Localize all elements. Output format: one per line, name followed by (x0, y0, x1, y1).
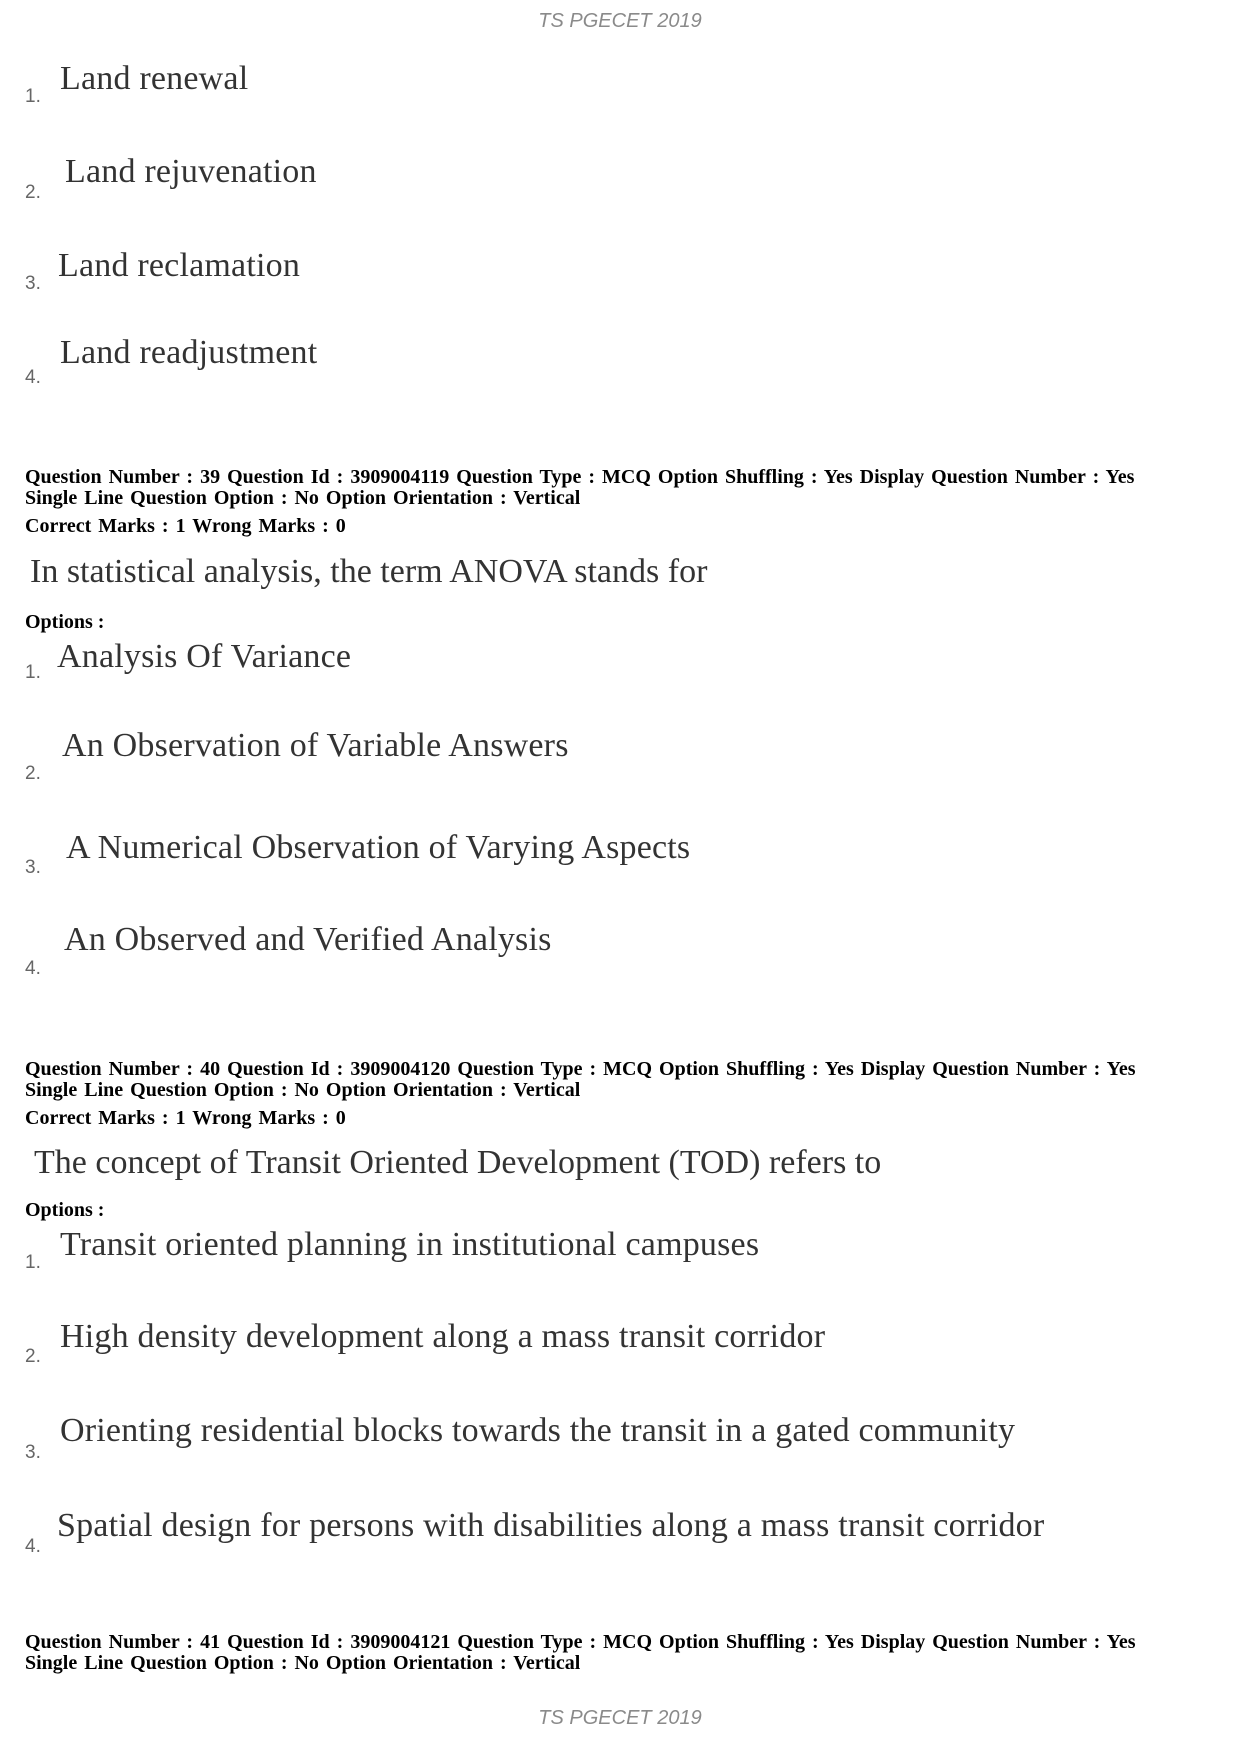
q39-option-4-text: An Observed and Verified Analysis (64, 921, 552, 958)
q39-option-1-number: 1. (25, 662, 41, 683)
page-header: TS PGECET 2019 (538, 10, 702, 32)
q40-question-text: The concept of Transit Oriented Development (TOD) refers to (34, 1144, 882, 1181)
prev-option-3-number: 3. (25, 273, 41, 294)
q40-option-4-text: Spatial design for persons with disabilities along a mass transit corridor (57, 1507, 1045, 1544)
prev-option-2-text: Land rejuvenation (65, 153, 317, 190)
q40-option-1-text: Transit oriented planning in institutional campuses (60, 1226, 760, 1263)
q39-meta-line1: Question Number : 39 Question Id : 3909004119 Question Type : MCQ Option Shuffling : Yes Display Question Number : Yes (25, 466, 1135, 488)
q39-option-2-text: An Observation of Variable Answers (62, 727, 569, 764)
q40-option-3-text: Orienting residential blocks towards the transit in a gated community (60, 1412, 1016, 1449)
q40-option-2-number: 2. (25, 1346, 41, 1367)
prev-option-3-text: Land reclamation (58, 247, 301, 284)
q40-meta-line2: Single Line Question Option : No Option Orientation : Vertical (25, 1079, 581, 1101)
q40-option-4-number: 4. (25, 1536, 41, 1557)
q40-option-2-text: High density development along a mass transit corridor (60, 1318, 826, 1355)
prev-option-4-number: 4. (25, 367, 41, 388)
prev-option-1-number: 1. (25, 86, 41, 107)
q39-option-3-text: A Numerical Observation of Varying Aspects (66, 829, 691, 866)
prev-option-4-text: Land readjustment (60, 334, 318, 371)
q39-option-1-text: Analysis Of Variance (57, 638, 352, 675)
q39-option-4-number: 4. (25, 958, 41, 979)
q40-options-label: Options : (25, 1199, 105, 1221)
q39-marks: Correct Marks : 1 Wrong Marks : 0 (25, 515, 346, 537)
q39-question-text: In statistical analysis, the term ANOVA stands for (30, 553, 708, 590)
q39-option-3-number: 3. (25, 857, 41, 878)
q39-option-2-number: 2. (25, 763, 41, 784)
prev-option-2-number: 2. (25, 182, 41, 203)
prev-option-1-text: Land renewal (60, 60, 249, 97)
q39-options-label: Options : (25, 611, 105, 633)
q39-meta-line2: Single Line Question Option : No Option Orientation : Vertical (25, 487, 581, 509)
q40-option-1-number: 1. (25, 1252, 41, 1273)
q41-meta-line1: Question Number : 41 Question Id : 3909004121 Question Type : MCQ Option Shuffling : Yes Display Question Number : Yes (25, 1631, 1136, 1653)
q40-option-3-number: 3. (25, 1442, 41, 1463)
page-footer: TS PGECET 2019 (538, 1707, 702, 1729)
q41-meta-line2: Single Line Question Option : No Option Orientation : Vertical (25, 1652, 581, 1674)
q40-marks: Correct Marks : 1 Wrong Marks : 0 (25, 1107, 346, 1129)
q40-meta-line1: Question Number : 40 Question Id : 3909004120 Question Type : MCQ Option Shuffling : Yes Display Question Number : Yes (25, 1058, 1136, 1080)
